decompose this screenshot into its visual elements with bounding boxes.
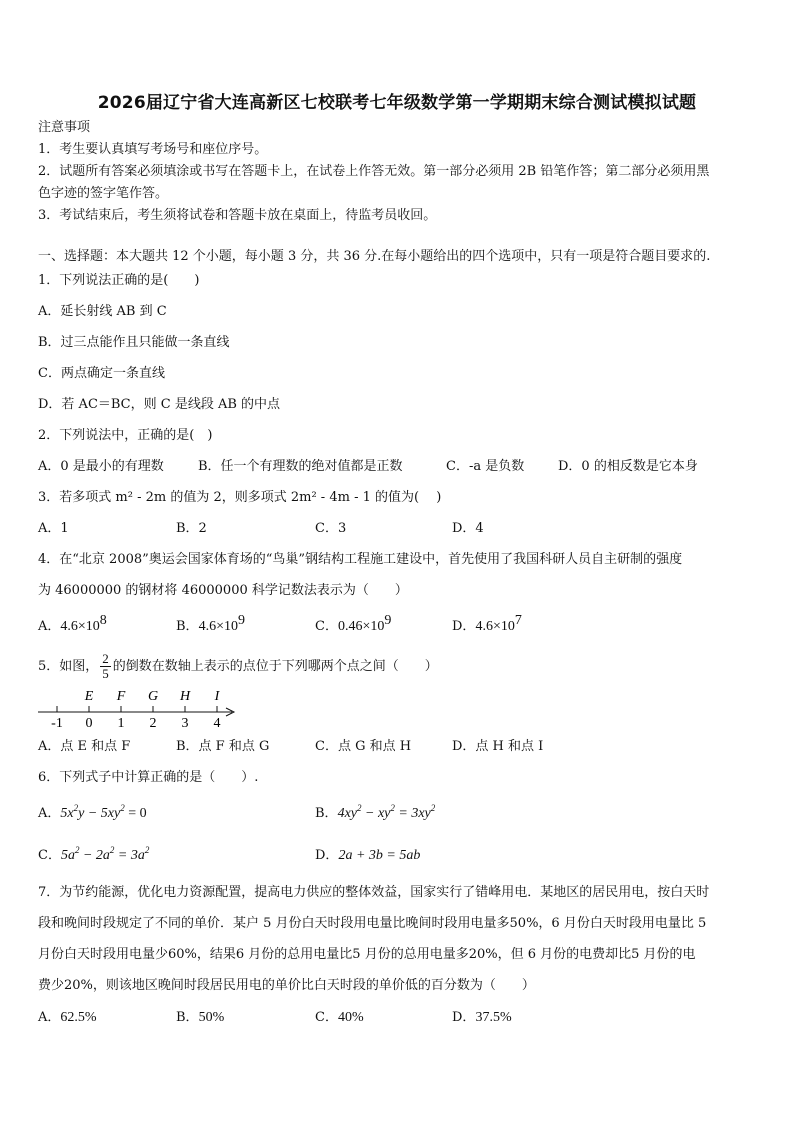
number-line-point-label: F xyxy=(116,689,126,704)
question-2-stem: 2．下列说法中，正确的是( ) xyxy=(38,428,213,443)
question-7-option-c[interactable]: C．40% xyxy=(315,1010,364,1025)
number-line-figure xyxy=(36,686,246,732)
question-2-option-d[interactable]: D．0 的相反数是它本身 xyxy=(558,459,698,474)
question-3-stem: 3．若多项式 m² - 2m 的值为 2，则多项式 2m² - 4m - 1 的值为( ) xyxy=(38,490,442,505)
question-4-options xyxy=(38,613,758,636)
number-line-tick-label: 4 xyxy=(213,716,221,731)
question-6-options-row-2 xyxy=(38,844,758,868)
question-7-option-a[interactable]: A．62.5% xyxy=(38,1010,97,1025)
question-1-option-b[interactable]: B．过三点能作且只能做一条直线 xyxy=(38,335,230,350)
question-2-option-a[interactable]: A．0 是最小的有理数 xyxy=(38,459,164,474)
question-1-option-d[interactable]: D．若 AC＝BC，则 C 是线段 AB 的中点 xyxy=(38,397,281,412)
question-5-option-b[interactable]: B．点 F 和点 G xyxy=(176,739,270,754)
notice-item-2: 2．试题所有答案必须填涂或书写在答题卡上，在试卷上作答无效。第一部分必须用 2B 铅笔作答；第二部分必须用黑 xyxy=(38,164,710,179)
question-3-options xyxy=(38,520,758,538)
section-heading: 一、选择题：本大题共 12 个小题，每小题 3 分，共 36 分.在每小题给出的四个选项中，只有一项是符合题目要求的. xyxy=(38,249,711,264)
question-1-stem: 1．下列说法正确的是( ) xyxy=(38,273,200,288)
question-6-stem: 6．下列式子中计算正确的是（ ）. xyxy=(38,770,259,785)
question-7-stem-line-1: 7．为节约能源，优化电力资源配置，提高电力供应的整体效益，国家实行了错峰用电．某地区的居民用电，按白天时 xyxy=(38,885,710,900)
number-line-point-label: I xyxy=(214,689,220,704)
question-7-options xyxy=(38,1009,758,1027)
page-title: 2026届辽宁省大连高新区七校联考七年级数学第一学期期末综合测试模拟试题 xyxy=(97,93,697,113)
question-6-option-a[interactable]: A．$5x^2y - 5xy^2 = 0$ xyxy=(38,803,147,821)
question-1-option-c[interactable]: C．两点确定一条直线 xyxy=(38,366,165,381)
question-7-option-d[interactable]: D．37.5% xyxy=(452,1010,512,1025)
notice-item-1: 1．考生要认真填写考场号和座位序号。 xyxy=(38,142,268,157)
question-7-stem-line-3: 月份白天时段用电量少60%，结果6 月份的总用电量比5 月份的总用电量多20%，但 6 月份的电费却比5 月份的电 xyxy=(38,947,696,962)
notice-item-2-cont: 色字迹的签字笔作答。 xyxy=(38,186,169,201)
question-7-stem-line-4: 费少20%，则该地区晚间时段居民用电的单价比白天时段的单价低的百分数为（ ） xyxy=(38,978,535,993)
question-7-option-b[interactable]: B．50% xyxy=(176,1010,225,1025)
number-line-tick-label: 3 xyxy=(181,716,189,731)
number-line-tick-label: 1 xyxy=(117,716,125,731)
question-6-option-d[interactable]: D．2a + 3b = 5ab xyxy=(315,848,421,863)
question-3-option-c[interactable]: C．3 xyxy=(315,521,347,536)
number-line-point-label: E xyxy=(84,689,94,704)
question-6-options-row-1 xyxy=(38,802,758,826)
number-line-point-label: G xyxy=(147,689,159,704)
question-4-stem-line-2: 为 46000000 的钢材将 46000000 科学记数法表示为（ ） xyxy=(38,583,408,598)
notice-item-3: 3．考试结束后，考生须将试卷和答题卡放在桌面上，待监考员收回。 xyxy=(38,208,437,223)
number-line-tick-label: 2 xyxy=(149,716,157,731)
question-4-option-c[interactable]: C．$0.46\times 10^9$ xyxy=(315,613,392,634)
question-4-option-d[interactable]: D．$4.6\times 10^7$ xyxy=(452,613,522,634)
question-5-option-a[interactable]: A．点 E 和点 F xyxy=(38,739,131,754)
question-5-stem: 5．如图， $\frac{2}{5}$ 的倒数在数轴上表示的点位于下列哪两个点之间（ ） xyxy=(38,651,438,681)
question-7-stem-line-2: 段和晚间时段规定了不同的单价．某户 5 月份白天时段用电量比晚间时段用电量多50%，6 月份白天时段用电量比 5 xyxy=(38,916,707,931)
question-5-options xyxy=(38,738,758,756)
question-2-options xyxy=(38,458,758,476)
question-3-option-b[interactable]: B．2 xyxy=(176,521,207,536)
question-6-option-c[interactable]: C．$5a^2 - 2a^2 = 3a^2$ xyxy=(38,845,150,863)
question-4-stem-line-1: 4．在“北京 2008”奥运会国家体育场的“鸟巢”钢结构工程施工建设中，首先使用了我国科研人员自主研制的强度 xyxy=(38,552,683,567)
question-3-option-d[interactable]: D．4 xyxy=(452,521,484,536)
notice-heading: 注意事项 xyxy=(38,120,91,135)
question-6-option-b[interactable]: B．$4xy^2 - xy^2 = 3xy^2$ xyxy=(315,803,436,821)
question-3-option-a[interactable]: A．1 xyxy=(38,521,69,536)
question-1-option-a[interactable]: A．延长射线 AB 到 C xyxy=(38,304,167,319)
fraction-two-fifths: $\frac{2}{5}$ xyxy=(102,651,109,681)
question-4-option-b[interactable]: B．$4.6\times 10^9$ xyxy=(176,613,245,634)
question-4-option-a[interactable]: A．$4.6\times 10^8$ xyxy=(38,613,107,634)
question-2-option-b[interactable]: B．任一个有理数的绝对值都是正数 xyxy=(198,459,403,474)
number-line-point-label: H xyxy=(179,689,191,704)
question-5-option-c[interactable]: C．点 G 和点 H xyxy=(315,739,412,754)
number-line-tick-label: -1 xyxy=(51,716,63,731)
question-5-option-d[interactable]: D．点 H 和点 I xyxy=(452,739,544,754)
number-line-tick-label: 0 xyxy=(85,716,93,731)
question-2-option-c[interactable]: C．-a 是负数 xyxy=(446,459,525,474)
